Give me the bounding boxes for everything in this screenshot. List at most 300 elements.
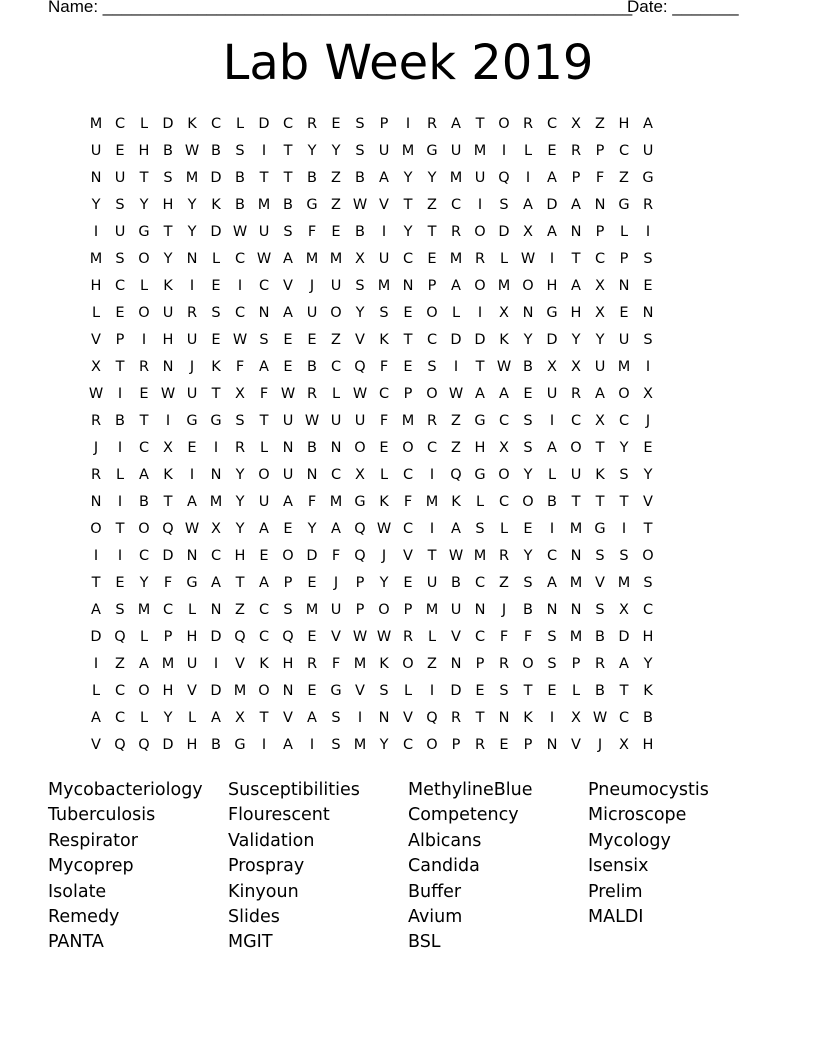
grid-letter: A xyxy=(331,521,341,537)
grid-row xyxy=(84,300,660,327)
grid-letter: E xyxy=(259,548,269,564)
grid-letter: S xyxy=(355,143,365,159)
grid-letter: S xyxy=(283,224,293,240)
grid-letter: K xyxy=(595,467,605,483)
grid-row xyxy=(84,435,660,462)
grid-letter: P xyxy=(163,629,173,645)
grid-letter: B xyxy=(643,710,653,726)
grid-letter: O xyxy=(522,656,534,672)
grid-letter: T xyxy=(595,440,605,456)
grid-letter: A xyxy=(283,251,293,267)
grid-letter: I xyxy=(549,710,555,726)
grid-letter: Y xyxy=(163,710,173,726)
grid-letter: K xyxy=(163,467,173,483)
grid-letter: G xyxy=(642,170,654,186)
grid-letter: A xyxy=(571,278,581,294)
grid-letter: B xyxy=(307,170,317,186)
grid-letter: M xyxy=(473,548,487,564)
grid-letter: C xyxy=(258,602,270,618)
grid-letter: N xyxy=(402,278,414,294)
grid-letter: A xyxy=(571,197,581,213)
grid-letter: L xyxy=(523,143,533,159)
grid-letter: N xyxy=(306,467,318,483)
grid-letter: C xyxy=(402,251,414,267)
grid-letter: I xyxy=(477,305,483,321)
grid-letter: N xyxy=(474,602,486,618)
grid-letter: O xyxy=(570,440,582,456)
grid-letter: I xyxy=(93,224,99,240)
grid-letter: I xyxy=(261,143,267,159)
grid-letter: I xyxy=(525,170,531,186)
grid-letter: S xyxy=(115,602,125,618)
grid-letter: M xyxy=(353,656,367,672)
grid-letter: T xyxy=(595,494,605,510)
date-line: Date: _______ xyxy=(627,0,739,16)
grid-letter: O xyxy=(522,494,534,510)
grid-letter: Z xyxy=(499,575,509,591)
grid-letter: T xyxy=(91,575,101,591)
grid-letter: A xyxy=(451,278,461,294)
grid-letter: W xyxy=(232,332,248,348)
grid-row xyxy=(84,408,660,435)
grid-letter: M xyxy=(569,521,583,537)
grid-letter: D xyxy=(546,197,558,213)
grid-letter: A xyxy=(595,386,605,402)
grid-letter: U xyxy=(162,305,174,321)
grid-letter: I xyxy=(645,359,651,375)
grid-letter: T xyxy=(139,170,149,186)
grid-letter: E xyxy=(211,332,221,348)
grid-letter: A xyxy=(547,575,557,591)
grid-letter: O xyxy=(90,521,102,537)
grid-letter: A xyxy=(211,575,221,591)
grid-letter: M xyxy=(617,575,631,591)
grid-letter: Q xyxy=(282,629,294,645)
grid-letter: A xyxy=(619,656,629,672)
grid-letter: S xyxy=(331,710,341,726)
grid-letter: E xyxy=(283,521,293,537)
grid-letter: R xyxy=(138,359,150,375)
grid-letter: F xyxy=(307,494,317,510)
grid-letter: J xyxy=(189,359,195,375)
grid-letter: S xyxy=(619,548,629,564)
grid-letter: I xyxy=(405,116,411,132)
grid-letter: O xyxy=(498,467,510,483)
grid-letter: Y xyxy=(571,332,581,348)
grid-letter: R xyxy=(306,656,318,672)
grid-letter: O xyxy=(138,521,150,537)
grid-letter: E xyxy=(331,224,341,240)
grid-letter: G xyxy=(546,305,558,321)
grid-letter: N xyxy=(330,440,342,456)
grid-letter: D xyxy=(162,737,174,753)
grid-letter: R xyxy=(306,116,318,132)
grid-letter: T xyxy=(475,116,485,132)
grid-letter: E xyxy=(307,575,317,591)
grid-letter: K xyxy=(379,656,389,672)
grid-letter: R xyxy=(90,467,102,483)
grid-row xyxy=(84,597,660,624)
grid-row xyxy=(84,246,660,273)
grid-letter: O xyxy=(642,548,654,564)
grid-letter: P xyxy=(595,224,605,240)
grid-letter: U xyxy=(570,467,582,483)
grid-letter: V xyxy=(595,575,605,591)
grid-letter: I xyxy=(381,224,387,240)
grid-letter: U xyxy=(186,332,198,348)
grid-letter: T xyxy=(427,224,437,240)
grid-letter: T xyxy=(427,548,437,564)
grid-letter: E xyxy=(523,521,533,537)
grid-letter: T xyxy=(619,683,629,699)
grid-letter: N xyxy=(186,251,198,267)
grid-letter: N xyxy=(450,656,462,672)
grid-letter: B xyxy=(307,440,317,456)
word-list-item: Mycobacteriology xyxy=(48,780,203,800)
grid-letter: C xyxy=(114,710,126,726)
grid-letter: M xyxy=(137,602,151,618)
grid-letter: D xyxy=(210,170,222,186)
grid-row xyxy=(84,543,660,570)
grid-letter: Y xyxy=(643,467,653,483)
grid-letter: O xyxy=(138,251,150,267)
grid-letter: E xyxy=(379,440,389,456)
grid-letter: V xyxy=(451,629,461,645)
grid-letter: M xyxy=(305,251,319,267)
grid-letter: R xyxy=(570,143,582,159)
grid-letter: L xyxy=(259,440,269,456)
grid-letter: C xyxy=(546,116,558,132)
grid-letter: G xyxy=(234,737,246,753)
grid-letter: S xyxy=(355,278,365,294)
grid-letter: W xyxy=(448,548,464,564)
grid-letter: Y xyxy=(523,332,533,348)
word-list-item: Isolate xyxy=(48,881,107,902)
grid-letter: A xyxy=(547,440,557,456)
grid-letter: Y xyxy=(379,575,389,591)
grid-row xyxy=(84,624,660,651)
grid-letter: R xyxy=(498,656,510,672)
grid-letter: E xyxy=(307,629,317,645)
grid-letter: Q xyxy=(162,521,174,537)
grid-letter: S xyxy=(643,251,653,267)
grid-letter: E xyxy=(307,683,317,699)
word-list-item: Susceptibilities xyxy=(228,780,360,800)
grid-letter: W xyxy=(496,359,512,375)
grid-letter: X xyxy=(163,440,173,456)
word-list-item: MGIT xyxy=(228,932,273,953)
grid-letter: P xyxy=(427,278,437,294)
grid-letter: G xyxy=(186,575,198,591)
grid-letter: A xyxy=(499,386,509,402)
grid-letter: T xyxy=(115,521,125,537)
word-list xyxy=(48,778,768,956)
grid-letter: Q xyxy=(426,710,438,726)
grid-letter: X xyxy=(355,467,365,483)
grid-letter: K xyxy=(259,656,269,672)
grid-letter: Q xyxy=(114,629,126,645)
grid-letter: U xyxy=(450,602,462,618)
grid-row xyxy=(84,165,660,192)
grid-letter: M xyxy=(89,251,103,267)
grid-letter: M xyxy=(497,278,511,294)
grid-letter: G xyxy=(618,197,630,213)
grid-letter: O xyxy=(498,116,510,132)
grid-letter: I xyxy=(549,521,555,537)
grid-letter: H xyxy=(570,305,582,321)
grid-letter: Z xyxy=(595,116,605,132)
grid-letter: H xyxy=(474,440,486,456)
grid-letter: N xyxy=(522,305,534,321)
grid-letter: N xyxy=(498,710,510,726)
grid-letter: R xyxy=(186,305,198,321)
grid-letter: P xyxy=(403,602,413,618)
grid-letter: P xyxy=(115,332,125,348)
grid-letter: S xyxy=(643,332,653,348)
grid-letter: D xyxy=(450,683,462,699)
grid-letter: N xyxy=(186,548,198,564)
grid-letter: W xyxy=(184,143,200,159)
grid-letter: B xyxy=(139,494,149,510)
grid-letter: C xyxy=(330,359,342,375)
grid-row xyxy=(84,462,660,489)
grid-letter: E xyxy=(115,143,125,159)
grid-letter: D xyxy=(546,332,558,348)
grid-letter: K xyxy=(451,494,461,510)
grid-letter: O xyxy=(522,278,534,294)
grid-letter: A xyxy=(307,710,317,726)
word-list-item: Slides xyxy=(228,907,280,928)
grid-letter: C xyxy=(378,386,390,402)
grid-letter: C xyxy=(114,683,126,699)
grid-letter: E xyxy=(403,305,413,321)
word-column xyxy=(228,778,408,956)
grid-letter: P xyxy=(619,251,629,267)
grid-letter: C xyxy=(498,413,510,429)
grid-letter: P xyxy=(403,386,413,402)
grid-letter: H xyxy=(186,737,198,753)
grid-letter: M xyxy=(233,683,247,699)
grid-letter: F xyxy=(403,494,413,510)
grid-letter: E xyxy=(523,386,533,402)
grid-letter: E xyxy=(211,278,221,294)
grid-letter: T xyxy=(163,224,173,240)
grid-letter: U xyxy=(642,143,654,159)
grid-letter: X xyxy=(235,386,245,402)
grid-letter: Y xyxy=(403,224,413,240)
grid-letter: P xyxy=(451,737,461,753)
grid-letter: I xyxy=(429,683,435,699)
grid-letter: N xyxy=(618,278,630,294)
grid-letter: A xyxy=(379,170,389,186)
grid-letter: R xyxy=(474,737,486,753)
grid-letter: L xyxy=(91,305,101,321)
grid-letter: J xyxy=(381,548,387,564)
grid-letter: U xyxy=(378,143,390,159)
grid-letter: B xyxy=(283,197,293,213)
grid-letter: T xyxy=(283,170,293,186)
grid-letter: X xyxy=(619,602,629,618)
grid-letter: H xyxy=(162,683,174,699)
grid-letter: T xyxy=(283,143,293,159)
grid-letter: H xyxy=(642,629,654,645)
grid-letter: A xyxy=(259,521,269,537)
grid-letter: L xyxy=(619,224,629,240)
grid-letter: W xyxy=(520,251,536,267)
grid-letter: O xyxy=(138,683,150,699)
grid-letter: H xyxy=(618,116,630,132)
grid-letter: C xyxy=(114,278,126,294)
grid-letter: C xyxy=(474,629,486,645)
grid-letter: T xyxy=(163,494,173,510)
grid-letter: Q xyxy=(354,359,366,375)
grid-letter: L xyxy=(139,278,149,294)
grid-letter: P xyxy=(355,602,365,618)
grid-letter: O xyxy=(402,440,414,456)
grid-letter: S xyxy=(499,197,509,213)
grid-letter: A xyxy=(451,521,461,537)
grid-letter: A xyxy=(259,359,269,375)
grid-letter: K xyxy=(211,359,221,375)
grid-letter: E xyxy=(115,305,125,321)
grid-letter: V xyxy=(571,737,581,753)
grid-letter: U xyxy=(282,413,294,429)
grid-letter: Y xyxy=(187,197,197,213)
word-list-item: Tuberculosis xyxy=(48,805,156,826)
grid-row xyxy=(84,138,660,165)
grid-letter: U xyxy=(282,467,294,483)
grid-letter: T xyxy=(571,251,581,267)
grid-letter: B xyxy=(163,143,173,159)
grid-letter: B xyxy=(547,494,557,510)
grid-letter: I xyxy=(429,467,435,483)
grid-letter: K xyxy=(499,332,509,348)
grid-letter: L xyxy=(499,521,509,537)
grid-letter: T xyxy=(523,683,533,699)
word-list-item: Validation xyxy=(228,830,315,851)
grid-letter: E xyxy=(643,278,653,294)
grid-letter: U xyxy=(330,602,342,618)
grid-letter: I xyxy=(501,143,507,159)
grid-letter: H xyxy=(90,278,102,294)
grid-letter: T xyxy=(235,575,245,591)
grid-letter: W xyxy=(352,386,368,402)
word-column xyxy=(408,778,588,956)
grid-letter: C xyxy=(642,602,654,618)
grid-letter: S xyxy=(355,116,365,132)
grid-letter: C xyxy=(138,548,150,564)
grid-letter: T xyxy=(259,710,269,726)
grid-letter: Z xyxy=(235,602,245,618)
grid-letter: Y xyxy=(523,467,533,483)
grid-letter: V xyxy=(643,494,653,510)
grid-letter: W xyxy=(232,224,248,240)
grid-letter: C xyxy=(426,332,438,348)
grid-letter: X xyxy=(499,305,509,321)
grid-letter: W xyxy=(184,521,200,537)
grid-letter: Y xyxy=(595,332,605,348)
grid-letter: M xyxy=(257,197,271,213)
grid-letter: N xyxy=(546,602,558,618)
grid-letter: J xyxy=(333,575,339,591)
grid-letter: S xyxy=(547,656,557,672)
grid-letter: X xyxy=(571,359,581,375)
grid-letter: N xyxy=(258,305,270,321)
grid-letter: Z xyxy=(427,656,437,672)
grid-letter: R xyxy=(426,413,438,429)
grid-row xyxy=(84,111,660,138)
grid-letter: N xyxy=(546,737,558,753)
grid-letter: J xyxy=(501,602,507,618)
grid-letter: Q xyxy=(498,170,510,186)
grid-letter: C xyxy=(570,413,582,429)
grid-letter: R xyxy=(450,224,462,240)
grid-letter: G xyxy=(426,143,438,159)
grid-letter: W xyxy=(448,386,464,402)
grid-letter: V xyxy=(91,332,101,348)
grid-letter: X xyxy=(547,359,557,375)
word-column xyxy=(588,778,768,956)
word-list-item: Respirator xyxy=(48,830,138,851)
grid-letter: U xyxy=(186,386,198,402)
grid-letter: H xyxy=(186,629,198,645)
grid-letter: N xyxy=(282,440,294,456)
grid-letter: R xyxy=(306,386,318,402)
word-list-item: Remedy xyxy=(48,907,120,928)
word-list-item: Avium xyxy=(408,907,463,928)
grid-letter: B xyxy=(211,143,221,159)
grid-letter: D xyxy=(162,116,174,132)
grid-row xyxy=(84,732,660,759)
grid-letter: M xyxy=(209,494,223,510)
grid-letter: F xyxy=(523,629,533,645)
grid-letter: M xyxy=(161,656,175,672)
grid-letter: B xyxy=(355,224,365,240)
grid-letter: Z xyxy=(331,170,341,186)
word-list-item: Microscope xyxy=(588,805,687,826)
grid-letter: O xyxy=(426,386,438,402)
grid-letter: S xyxy=(211,305,221,321)
grid-letter: J xyxy=(309,278,315,294)
grid-letter: Y xyxy=(619,440,629,456)
grid-letter: V xyxy=(235,656,245,672)
grid-letter: O xyxy=(282,548,294,564)
grid-letter: I xyxy=(117,440,123,456)
grid-letter: H xyxy=(162,332,174,348)
grid-letter: C xyxy=(282,116,294,132)
grid-letter: B xyxy=(523,602,533,618)
grid-letter: M xyxy=(401,143,415,159)
grid-letter: L xyxy=(187,710,197,726)
grid-letter: Z xyxy=(427,197,437,213)
grid-letter: S xyxy=(619,467,629,483)
grid-letter: K xyxy=(187,116,197,132)
grid-letter: N xyxy=(90,170,102,186)
grid-letter: C xyxy=(402,521,414,537)
grid-letter: I xyxy=(357,710,363,726)
grid-letter: U xyxy=(426,575,438,591)
grid-letter: N xyxy=(162,359,174,375)
grid-letter: X xyxy=(571,710,581,726)
grid-letter: A xyxy=(211,710,221,726)
grid-letter: G xyxy=(474,467,486,483)
grid-letter: L xyxy=(211,251,221,267)
grid-letter: A xyxy=(139,656,149,672)
grid-letter: S xyxy=(163,170,173,186)
grid-row xyxy=(84,570,660,597)
grid-letter: Q xyxy=(354,521,366,537)
grid-letter: Y xyxy=(523,548,533,564)
